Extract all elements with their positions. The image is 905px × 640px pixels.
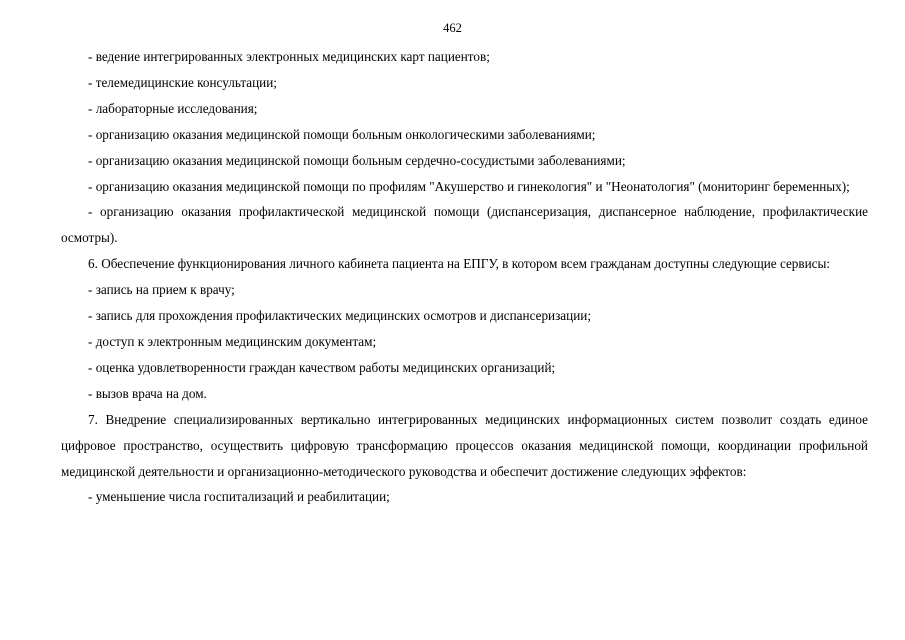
list-item: - оценка удовлетворенности граждан качеством работы медицинских организаций; (88, 359, 556, 375)
list-item: - запись на прием к врачу; (88, 282, 235, 298)
list-item: - доступ к электронным медицинским документам; (88, 333, 377, 349)
numbered-paragraph-6: 6. Обеспечение функционирования личного кабинета пациента на ЕПГУ, в котором всем гражданам доступны следующие сервисы: (88, 256, 831, 272)
list-item: - уменьшение числа госпитализаций и реабилитации; (88, 489, 390, 505)
list-item: - организацию оказания профилактической медицинской помощи (диспансеризация, диспансерное наблюдение, профилактические осмотры). (61, 204, 868, 246)
list-item: - организацию оказания медицинской помощи по профилям "Акушерство и гинекология" и "Неонатология" (мониторинг беременных); (88, 178, 850, 194)
page-body (61, 44, 868, 510)
list-item: - ведение интегрированных электронных медицинских карт пациентов; (88, 49, 490, 64)
list-item: - лабораторные исследования; (88, 100, 258, 116)
list-item: - организацию оказания медицинской помощи больным онкологическими заболеваниями; (88, 126, 596, 142)
page-number: 462 (443, 21, 462, 35)
list-item: - организацию оказания медицинской помощи больным сердечно-сосудистыми заболеваниями; (88, 152, 626, 168)
list-item: - запись для прохождения профилактических медицинских осмотров и диспансеризации; (88, 308, 591, 324)
list-item: - телемедицинские консультации; (88, 74, 277, 90)
list-item: - вызов врача на дом. (88, 385, 207, 401)
numbered-paragraph-7: 7. Внедрение специализированных вертикально интегрированных медицинских информационных систем позволит создать единое цифровое пространство, осуществить цифровую трансформацию процессов оказания медицинской помощи, координации профильной медицинской деятельности и организационно-методического руководства и обеспечит достижение следующих эффектов: (61, 411, 868, 479)
